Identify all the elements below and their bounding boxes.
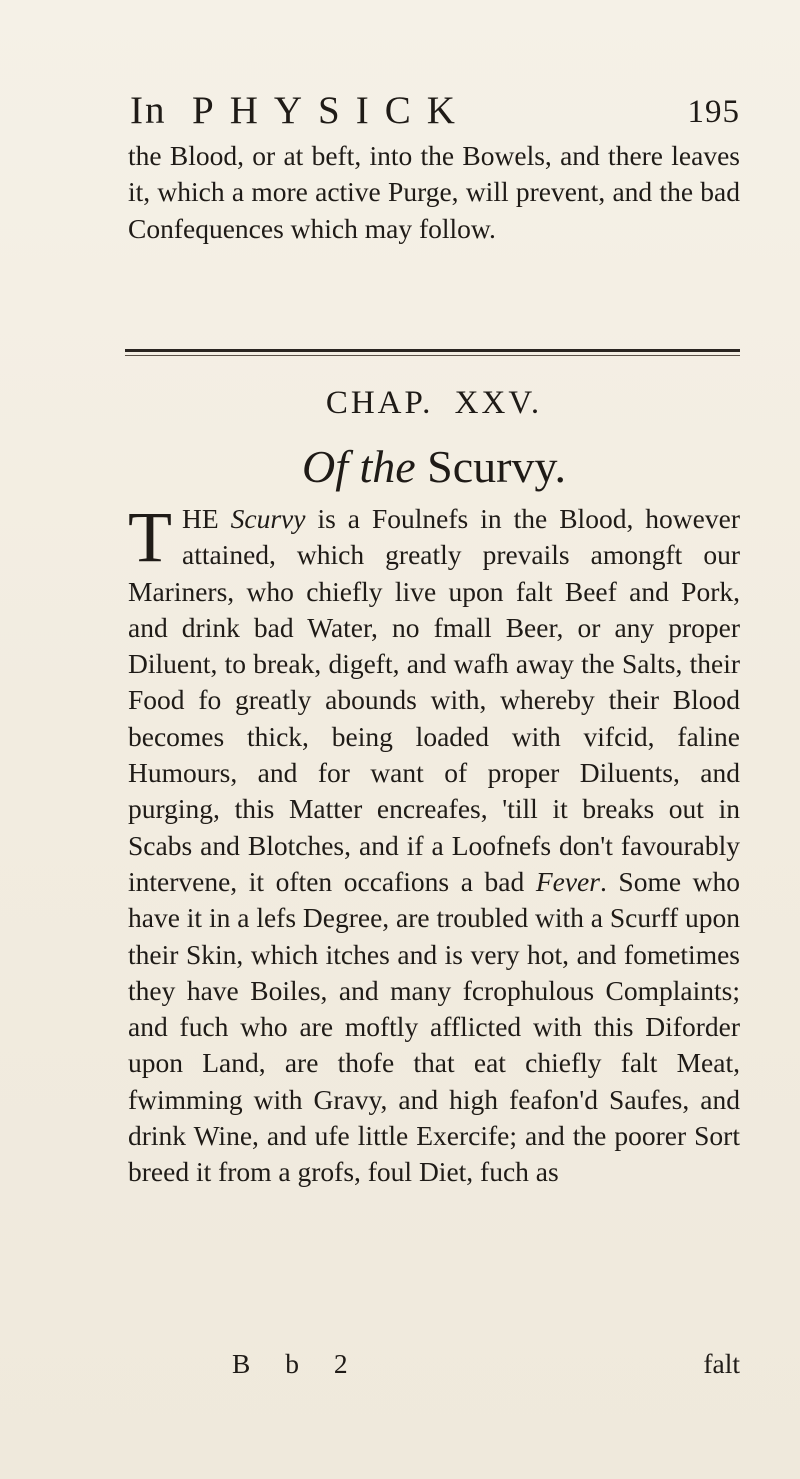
running-head-title: PHYSICK [192,89,471,132]
continued-paragraph: the Blood, or at beft, into the Bowels, and there leaves it, which a more active Purge, will prevent, and the bad Confequences which may follow. [128,140,740,244]
chapter-heading: CHAP. XXV. [325,385,543,421]
running-head-prefix: In [130,89,167,132]
chapter-paragraph [128,497,740,1191]
page-number: 195 [687,94,740,130]
paragraph-part-2: . Some who have it in a lefs Degree, are troubled with a Scurff upon their Skin, which itches and is very hot, and fometimes they have Boiles, and many fcrophulous Complaints; and fuch who are moftly afflicted with this Diforder upon Land, are thofe that eat chiefly falt Meat, fwimming with Gravy, and high feafon'd Saufes, and drink Wine, and ufe little Exercife; and the poorer Sort breed it from a grofs, foul Diet, fuch as [128,865,740,1188]
chapter-title-main: Scurvy. [427,441,567,492]
catchword: falt [703,1348,740,1379]
signature-mark: B b 2 [232,1348,362,1379]
chapter-title-prefix: Of the [301,441,416,492]
paragraph-part-1: is a Foulnefs in the Blood, however attained, which greatly prevails amongft our Mariners, who chiefly live upon falt Beef and Pork, and drink bad Water, no fmall Beer, or any proper Diluent, to break, digeft, and wafh away the Salts, their Food fo greatly abounds with, whereby their Blood becomes thick, being loaded with vifcid, faline Humours, and for want of proper Diluents, and purging, this Matter encreafes, 'till it breaks out in Scabs and Blotches, and if a Loofnefs don't favourably intervene, it often occafions a bad [128,503,740,897]
fever-italic: Fever [535,865,600,897]
opening-caps: HE [181,503,231,534]
chapter-title [128,440,740,493]
running-head [130,88,740,133]
section-rule-thin [125,355,740,356]
section-rule [125,349,740,352]
scurvy-italic: Scurvy [230,503,306,534]
drop-cap: T [128,497,172,577]
